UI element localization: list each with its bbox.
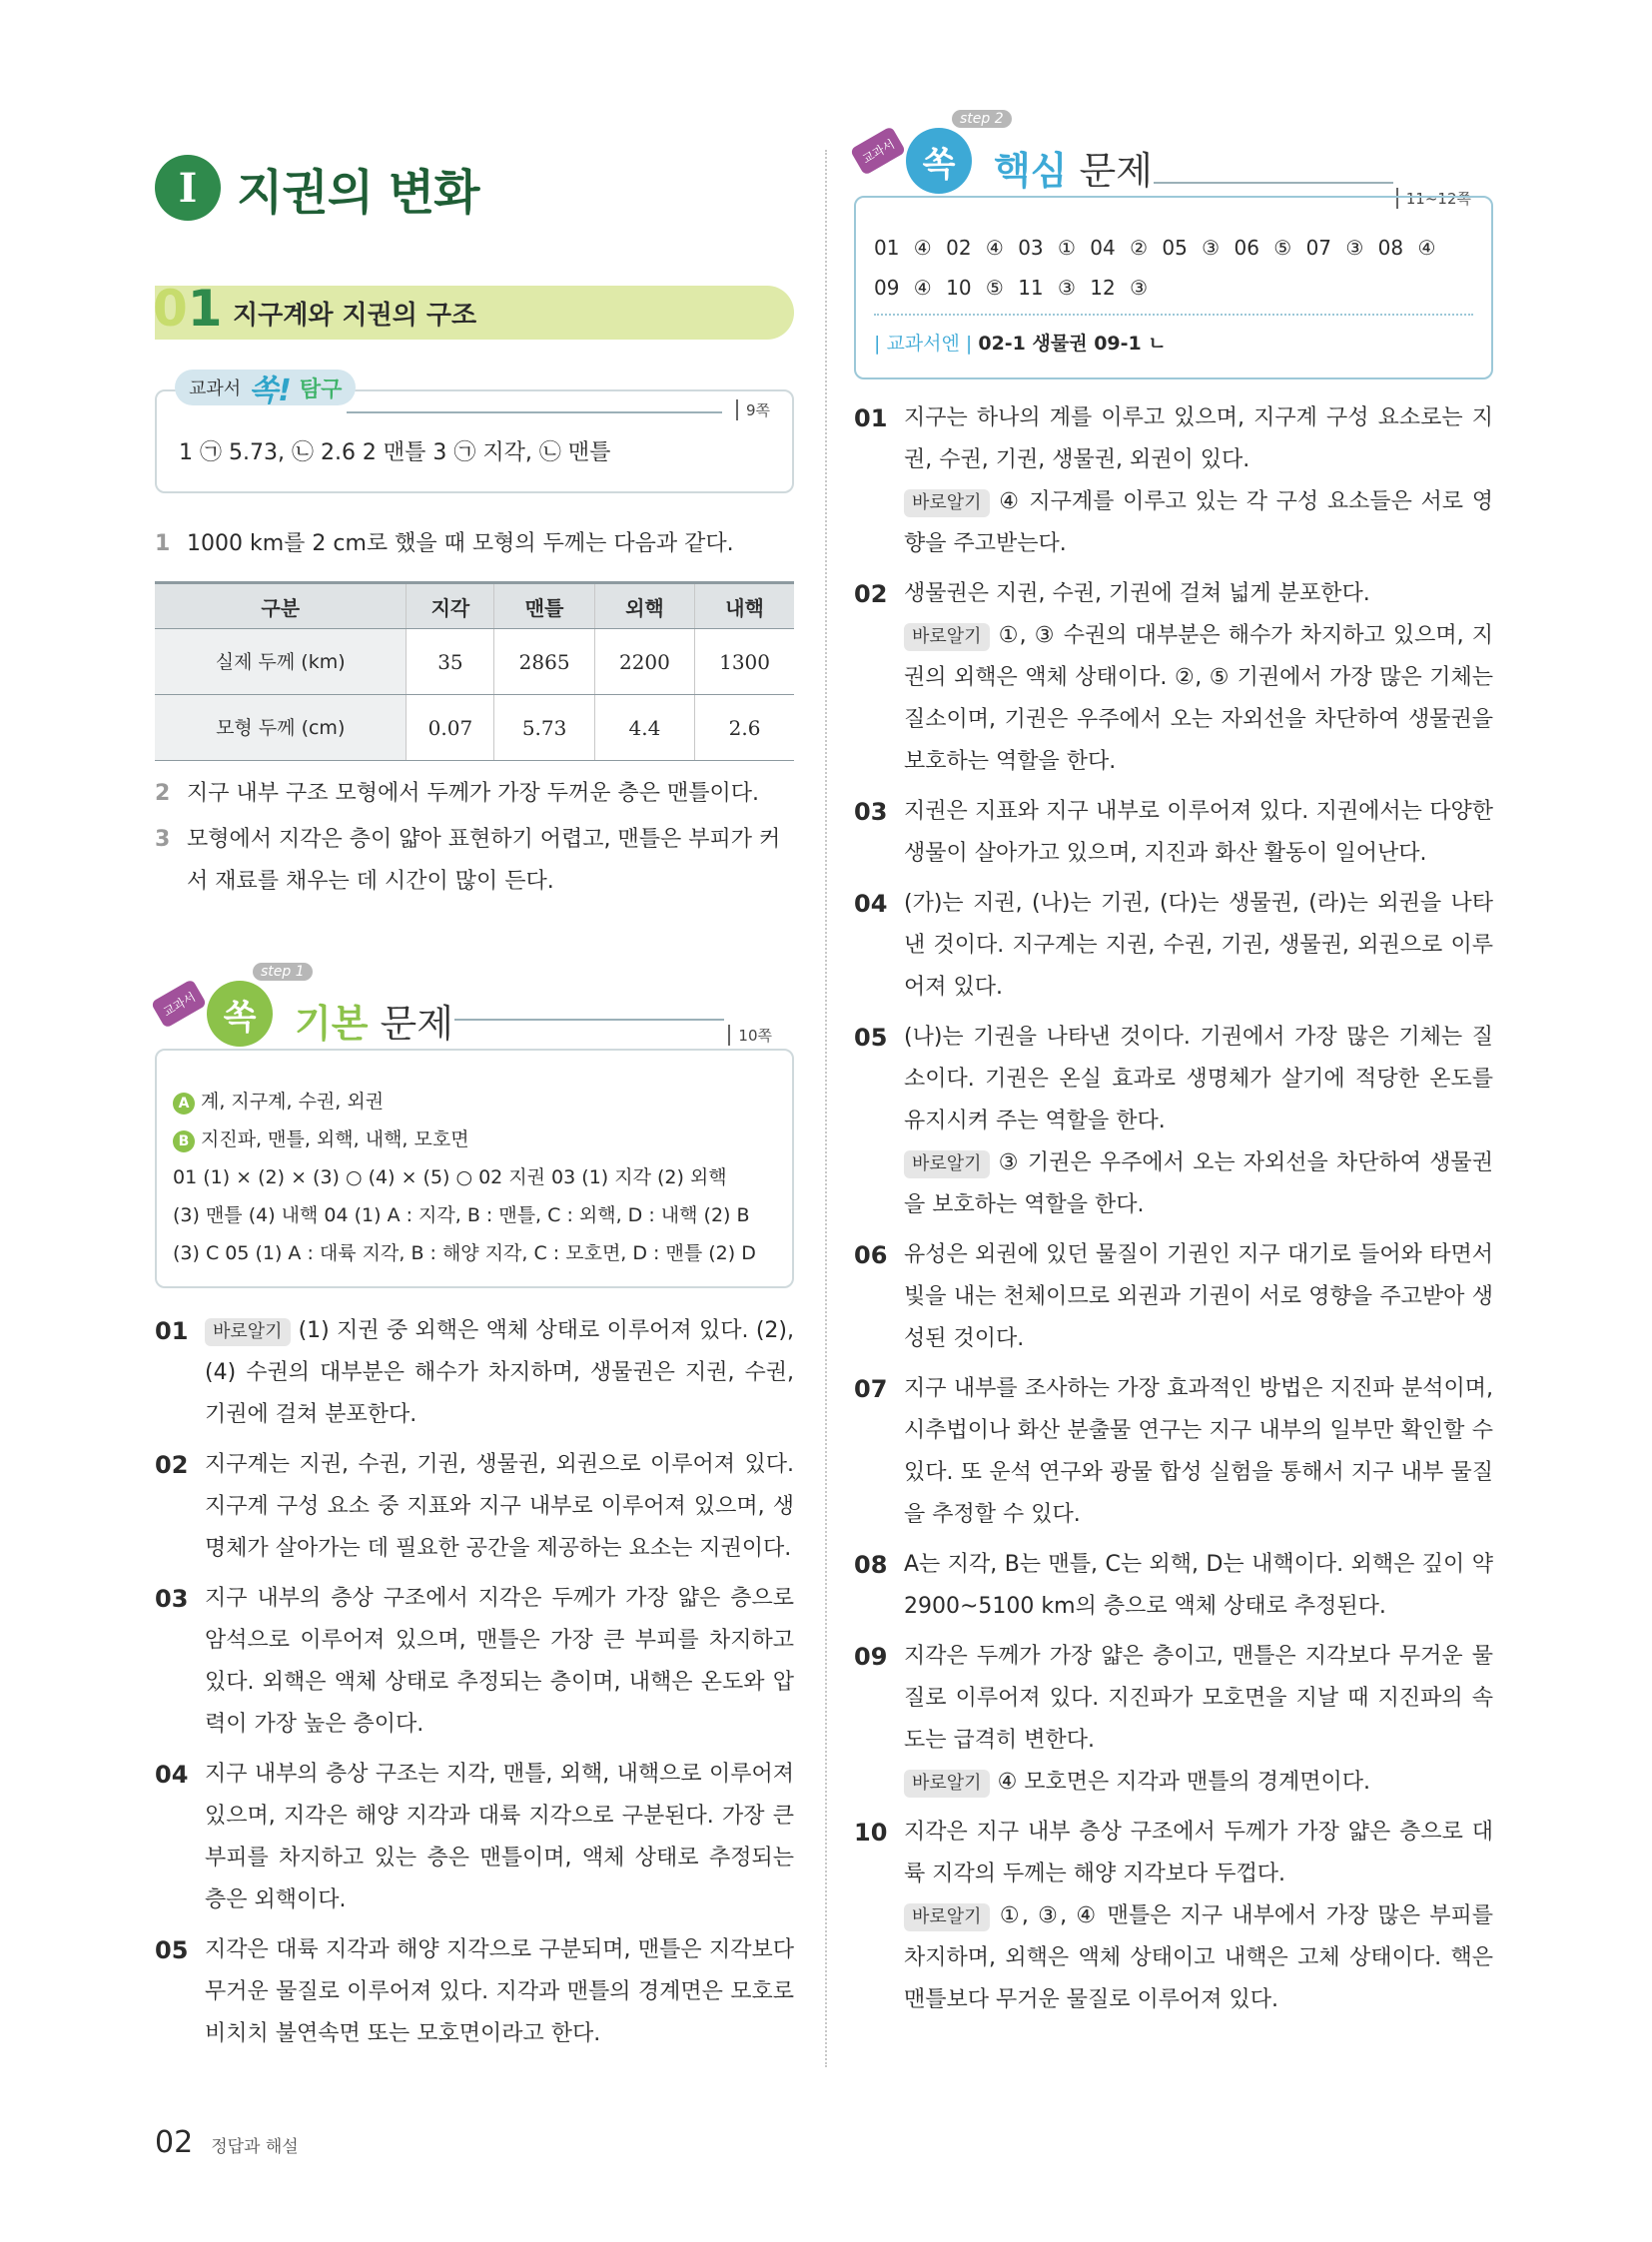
- explore-explanations: [155, 523, 794, 903]
- table-row: [155, 629, 794, 695]
- chapter-title: 지권의 변화: [237, 164, 479, 221]
- core-badge-char: 쏙: [906, 128, 972, 194]
- answer-item: 05 지각은 대륙 지각과 해양 지각으로 구분되며, 맨틀은 지각보다 무거운 물질로 이루어져 있다. 지각과 맨틀의 경계면은 모호로비치치 불연속면 또는 모호면이라고 한다.: [155, 1936, 794, 2046]
- table-header: 맨틀: [494, 583, 594, 629]
- core-step-label: step 2: [952, 110, 1012, 128]
- left-column: [155, 150, 794, 2055]
- hint-badge: 바로알기: [904, 1903, 990, 1931]
- table-cell: 5.73: [494, 695, 594, 761]
- answer-item: 01 바로알기 (1) 지권 중 외핵은 액체 상태로 이루어져 있다. (2), (4) 수권의 대부분은 해수가 차지하며, 생물권은 지권, 수권, 기권에 걸쳐 분포한다.: [155, 1317, 794, 1427]
- core-ribbon: 교과서: [850, 126, 907, 176]
- chapter-number: I: [155, 155, 221, 221]
- section-banner: [153, 280, 794, 340]
- page-footer: [155, 2125, 299, 2160]
- table-row-label: 실제 두께 (km): [155, 629, 407, 695]
- answer-item: 10 지각은 지구 내부 층상 구조에서 두께가 가장 얇은 층으로 대륙 지각의 두께는 해양 지각보다 두껍다. 바로알기 ①, ③, ④ 맨틀은 지구 내부에서 가장 많은 부피를 차지하며, 외핵은 액체 상태이고 내핵은 고체 상태이다. 핵은 맨틀보다 무거운 물질로 이루어져 있다.: [854, 1819, 1493, 2012]
- core-answers-row: 01 ④ 02 ④ 03 ① 04 ② 05 ③ 06 ⑤ 07 ③ 08 ④: [874, 236, 1436, 260]
- thickness-table: [155, 581, 794, 761]
- core-step-badge: [854, 110, 1014, 200]
- explore-tag: [175, 370, 356, 408]
- basic-answer-box: [155, 1049, 794, 1288]
- basic-line: (3) 맨틀 (4) 내핵 04 (1) A : 지각, B : 맨틀, C : 외핵, D : 내핵 (2) B: [173, 1204, 750, 1226]
- explore-answer-box: [155, 374, 794, 493]
- answer-item: 06 유성은 외권에 있던 물질이 기권인 지구 대기로 들어와 타면서 빛을 내는 천체이므로 외권과 기권이 서로 영향을 주고받아 생성된 것이다.: [854, 1241, 1493, 1351]
- core-title: 핵심 문제: [994, 149, 1153, 193]
- explore-tag-big: 쏙!: [249, 374, 292, 408]
- basic-title: 기본 문제: [295, 1002, 453, 1046]
- explore-answer-line: 1 ㉠ 5.73, ㉡ 2.6 2 맨틀 3 ㉠ 지각, ㉡ 맨틀: [179, 440, 611, 465]
- answer-item: 03 지권은 지표와 지구 내부로 이루어져 있다. 지권에서는 다양한 생물이 살아가고 있으며, 지진과 화산 활동이 일어난다.: [854, 798, 1493, 866]
- answer-item: 04 지구 내부의 층상 구조는 지각, 맨틀, 외핵, 내핵으로 이루어져 있으며, 지각은 해양 지각과 대륙 지각으로 구분된다. 가장 큰 부피를 차지하고 있는 층은 맨틀이며, 액체 상태로 추정되는 층은 외핵이다.: [155, 1761, 794, 1912]
- answer-item: 09 지각은 두께가 가장 얇은 층이고, 맨틀은 지각보다 무거운 물질로 이루어져 있다. 지진파가 모호면을 지날 때 지진파의 속도는 급격히 변한다. 바로알기 ④ 모호면은 지각과 맨틀의 경계면이다.: [854, 1636, 1493, 1804]
- basic-line-b: B 지진파, 맨틀, 외핵, 내핵, 모호면: [173, 1121, 776, 1158]
- answer-item: 05 (나)는 기권을 나타낸 것이다. 기권에서 가장 많은 기체는 질소이다. 기권은 온실 효과로 생명체가 살기에 적당한 온도를 유지시켜 주는 역할을 한다. 바로알기 ③ 기권은 우주에서 오는 자외선을 차단하여 생물권을 보호하는 역할을 한다.: [854, 1024, 1493, 1217]
- answer-item: 03 지구 내부의 층상 구조에서 지각은 두께가 가장 얇은 층으로 암석으로 이루어져 있으며, 맨틀은 가장 큰 부피를 차지하고 있다. 외핵은 액체 상태로 추정되는 층이며, 내핵은 온도와 압력이 가장 높은 층이다.: [155, 1585, 794, 1737]
- core-page-ref: 11~12쪽: [1396, 188, 1471, 209]
- answer-item: 01 지구는 하나의 계를 이루고 있으며, 지구계 구성 요소로는 지권, 수권, 기권, 생물권, 외권이 있다. 바로알기 ④ 지구계를 이루고 있는 각 구성 요소들은 서로 영향을 주고받는다.: [854, 404, 1493, 556]
- explore-rule: [347, 411, 722, 413]
- basic-rule: [454, 1019, 724, 1021]
- basic-line-a: A 계, 지구계, 수권, 외권: [173, 1083, 776, 1121]
- basic-line: (3) C 05 (1) A : 대륙 지각, B : 해양 지각, C : 모호면, D : 맨틀 (2) D: [173, 1242, 756, 1264]
- hint-badge: 바로알기: [205, 1318, 291, 1346]
- table-cell: 4.4: [594, 695, 694, 761]
- table-header-row: [155, 583, 794, 629]
- core-rule: [1154, 182, 1393, 184]
- chapter-heading: [155, 150, 794, 226]
- table-cell: 2865: [494, 629, 594, 695]
- table-header: 외핵: [594, 583, 694, 629]
- basic-badge-char: 쏙: [207, 981, 273, 1047]
- basic-line: 01 (1) × (2) × (3) ○ (4) × (5) ○ 02 지권 03 (1) 지각 (2) 외핵: [173, 1166, 727, 1188]
- basic-explanations: [155, 1310, 794, 2055]
- core-dotted-rule: [874, 314, 1473, 316]
- table-header: 구분: [155, 583, 407, 629]
- hint-badge: 바로알기: [904, 489, 990, 517]
- table-header: 지각: [407, 583, 494, 629]
- explore-item: 1 1000 km를 2 cm로 했을 때 모형의 두께는 다음과 같다.: [155, 531, 734, 556]
- explore-item: 2 지구 내부 구조 모형에서 두께가 가장 두꺼운 층은 맨틀이다.: [155, 781, 759, 806]
- table-row-label: 모형 두께 (cm): [155, 695, 407, 761]
- explore-tag-label: 교과서: [189, 378, 242, 399]
- hint-badge: 바로알기: [904, 623, 990, 651]
- basic-ribbon: 교과서: [151, 979, 208, 1029]
- section-title: 지구계와 지권의 구조: [233, 300, 477, 331]
- table-cell: 2200: [594, 629, 694, 695]
- table-row: [155, 695, 794, 761]
- table-header: 내핵: [695, 583, 794, 629]
- table-cell: 2.6: [695, 695, 794, 761]
- table-cell: 0.07: [407, 695, 494, 761]
- answer-item: 02 생물권은 지권, 수권, 기권에 걸쳐 넓게 분포한다. 바로알기 ①, ③ 수권의 대부분은 해수가 차지하고 있으며, 지권의 외핵은 액체 상태이다. ②, ⑤ 기권에서 가장 많은 기체는 질소이며, 기권은 우주에서 오는 자외선을 차단하여 생물권을 보호하는 역할을 한다.: [854, 580, 1493, 774]
- core-answer-box: [854, 196, 1493, 379]
- hint-badge: 바로알기: [904, 1770, 990, 1798]
- basic-step-label: step 1: [253, 963, 313, 981]
- answer-item: 08 A는 지각, B는 맨틀, C는 외핵, D는 내핵이다. 외핵은 깊이 약 2900~5100 km의 층으로 액체 상태로 추정된다.: [854, 1551, 1493, 1619]
- core-explanations: [854, 397, 1493, 2021]
- right-column: [854, 110, 1493, 2021]
- basic-page-ref: 10쪽: [728, 1025, 772, 1046]
- basic-step-header: [155, 963, 794, 1053]
- page-number: 02: [155, 2125, 194, 2160]
- footer-label: 정답과 해설: [211, 2137, 299, 2157]
- section-number: 01: [153, 280, 223, 338]
- explore-tag-small: 탐구: [299, 376, 343, 402]
- hint-badge: 바로알기: [904, 1150, 990, 1178]
- answer-item: 02 지구계는 지권, 수권, 기권, 생물권, 외권으로 이루어져 있다. 지구계 구성 요소 중 지표와 지구 내부로 이루어져 있으며, 생명체가 살아가는 데 필요한 공간을 제공하는 요소는 지권이다.: [155, 1451, 794, 1561]
- basic-step-badge: [155, 963, 315, 1053]
- column-divider: [825, 150, 827, 2067]
- answer-item: 07 지구 내부를 조사하는 가장 효과적인 방법은 지진파 분석이며, 시추법이나 화산 분출물 연구는 지구 내부의 일부만 확인할 수 있다. 또 운석 연구와 광물 합성 실험을 통해서 지구 내부 물질을 추정할 수 있다.: [854, 1375, 1493, 1527]
- core-answers-row: 09 ④ 10 ⑤ 11 ③ 12 ③: [874, 276, 1149, 300]
- table-cell: 35: [407, 629, 494, 695]
- core-step-header: [854, 110, 1493, 208]
- explore-page-ref: 9쪽: [736, 399, 770, 420]
- table-cell: 1300: [695, 629, 794, 695]
- answer-item: 04 (가)는 지권, (나)는 기권, (다)는 생물권, (라)는 외권을 나타낸 것이다. 지구계는 지권, 수권, 기권, 생물권, 외권으로 이루어져 있다.: [854, 890, 1493, 1000]
- explore-item: 3 모형에서 지각은 층이 얇아 표현하기 어렵고, 맨틀은 부피가 커서 재료를 채우는 데 시간이 많이 든다.: [155, 827, 781, 894]
- core-textbook-ref: | 교과서엔 | 02-1 생물권 09-1 ㄴ: [874, 333, 1167, 355]
